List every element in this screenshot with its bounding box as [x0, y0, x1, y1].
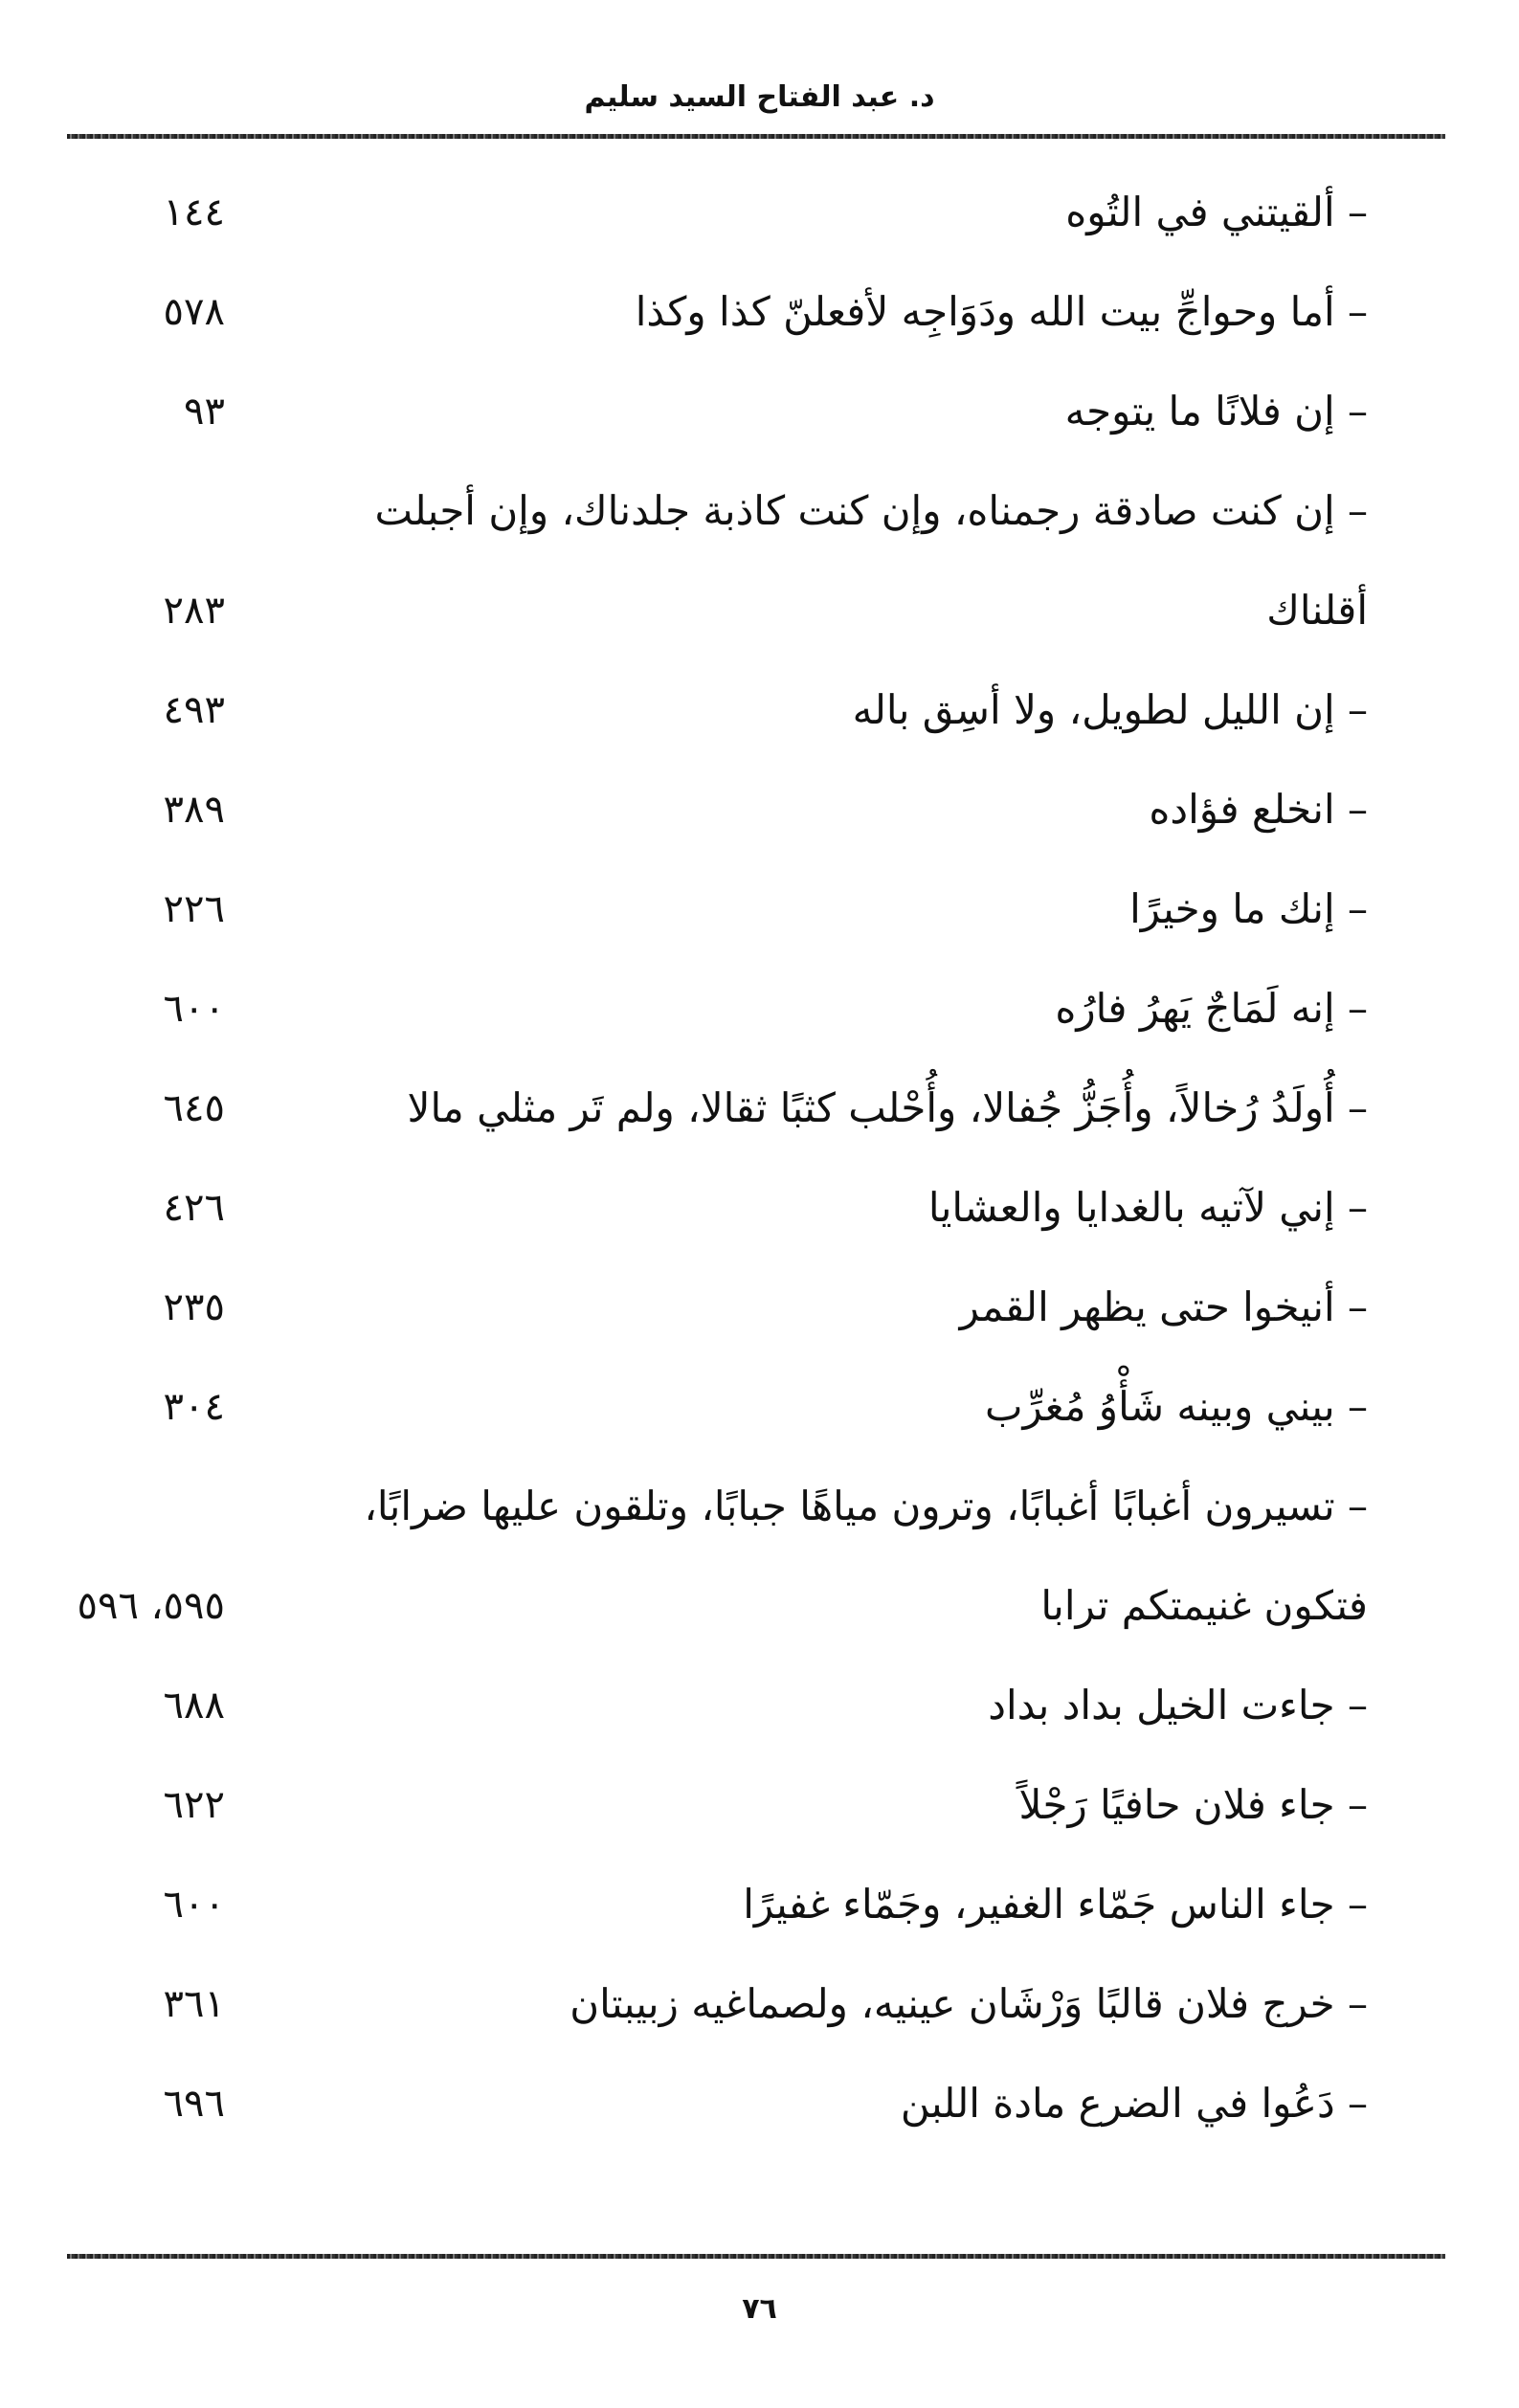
entry-text: – إنك ما وخيرًا — [1129, 885, 1368, 932]
entry-page-number: ٦٠٠ — [163, 1883, 225, 1927]
index-entry — [0, 1457, 1519, 1656]
index-entry — [0, 660, 1519, 760]
entry-text: – تسيرون أغبابًا أغبابًا، وترون مياهًا جبابًا، وتلقون عليها ضرابًا، فتكون غنيمتكم ترابا — [364, 1483, 1368, 1629]
entry-text: – انخلع فؤاده — [1149, 786, 1368, 833]
entry-text: – أُولَدُ رُخالاً، وأُجَزُّ جُفالا، وأُحْلب كثبًا ثقالا، ولم تَر مثلي مالا — [407, 1084, 1368, 1131]
entry-page-number: ٦٠٠ — [163, 987, 225, 1031]
entry-text: – خرج فلان قالبًا وَرْشَان عينيه، ولصماغيه زبيبتان — [570, 1980, 1368, 2027]
entry-text: – بيني وبينه شَأْوُ مُغرِّب — [984, 1383, 1368, 1430]
entry-text: – إني لآتيه بالغدايا والعشايا — [927, 1184, 1368, 1231]
index-entry — [0, 1855, 1519, 1954]
entry-page-number: ٦٤٥ — [163, 1086, 225, 1130]
index-entry — [0, 262, 1519, 362]
index-entry — [0, 1258, 1519, 1357]
entry-page-number: ٣٦١ — [163, 1982, 225, 2026]
index-entry — [0, 461, 1519, 660]
running-head: د. عبد الفتاح السيد سليم — [584, 80, 935, 114]
index-entry — [0, 2054, 1519, 2153]
proverb-index-list — [0, 163, 1519, 2153]
entry-page-number: ٤٢٦ — [163, 1186, 225, 1230]
entry-text: – إن كنت صادقة رجمناه، وإن كنت كاذبة جلدناك، وإن أجبلت أقلناك — [374, 487, 1368, 634]
entry-text: – ألقيتني في التُوه — [1065, 189, 1368, 235]
entry-page-number: ٢٣٥ — [163, 1285, 225, 1329]
index-entry — [0, 163, 1519, 262]
entry-page-number: ٥٧٨ — [163, 290, 225, 334]
index-entry — [0, 1357, 1519, 1457]
index-entry — [0, 859, 1519, 959]
index-entry — [0, 1755, 1519, 1855]
entry-text: – إنه لَمَاجٌ يَهرُ فارُه — [1055, 985, 1368, 1032]
index-entry — [0, 959, 1519, 1059]
entry-page-number: ٥٩٥، ٥٩٦ — [77, 1584, 225, 1628]
entry-page-number: ٢٢٦ — [163, 887, 225, 931]
footer-rule — [67, 2254, 1445, 2259]
index-entry — [0, 1656, 1519, 1755]
page-number: ٧٦ — [742, 2292, 777, 2326]
entry-page-number: ٢٨٣ — [163, 589, 225, 633]
entry-page-number: ٩٣ — [184, 390, 225, 434]
entry-text: – أما وحواجِّ بيت الله ودَوَاجِه لأفعلنّ كذا وكذا — [635, 288, 1368, 335]
index-entry — [0, 1059, 1519, 1158]
entry-text: – أنيخوا حتى يظهر القمر — [959, 1283, 1368, 1330]
entry-text: – دَعُوا في الضرع مادة اللبن — [900, 2080, 1368, 2127]
header-rule — [67, 134, 1445, 139]
index-entry — [0, 1158, 1519, 1258]
entry-text: – جاء الناس جَمّاء الغفير، وجَمّاء غفيرًا — [743, 1881, 1368, 1928]
entry-page-number: ٦٢٢ — [163, 1783, 225, 1827]
index-entry — [0, 1954, 1519, 2054]
entry-text: – إن فلانًا ما يتوجه — [1064, 388, 1368, 435]
entry-text: – جاء فلان حافيًا رَجْلاً — [1018, 1781, 1368, 1828]
entry-page-number: ٦٨٨ — [163, 1683, 225, 1728]
index-entry — [0, 362, 1519, 461]
entry-page-number: ٣٨٩ — [163, 788, 225, 832]
entry-page-number: ٣٠٤ — [163, 1385, 225, 1429]
entry-page-number: ٦٩٦ — [163, 2082, 225, 2126]
entry-text: – جاءت الخيل بداد بداد — [988, 1682, 1368, 1728]
entry-text: – إن الليل لطويل، ولا أسِق باله — [852, 686, 1368, 733]
entry-page-number: ١٤٤ — [163, 190, 225, 234]
entry-page-number: ٤٩٣ — [163, 688, 225, 732]
index-entry — [0, 760, 1519, 859]
